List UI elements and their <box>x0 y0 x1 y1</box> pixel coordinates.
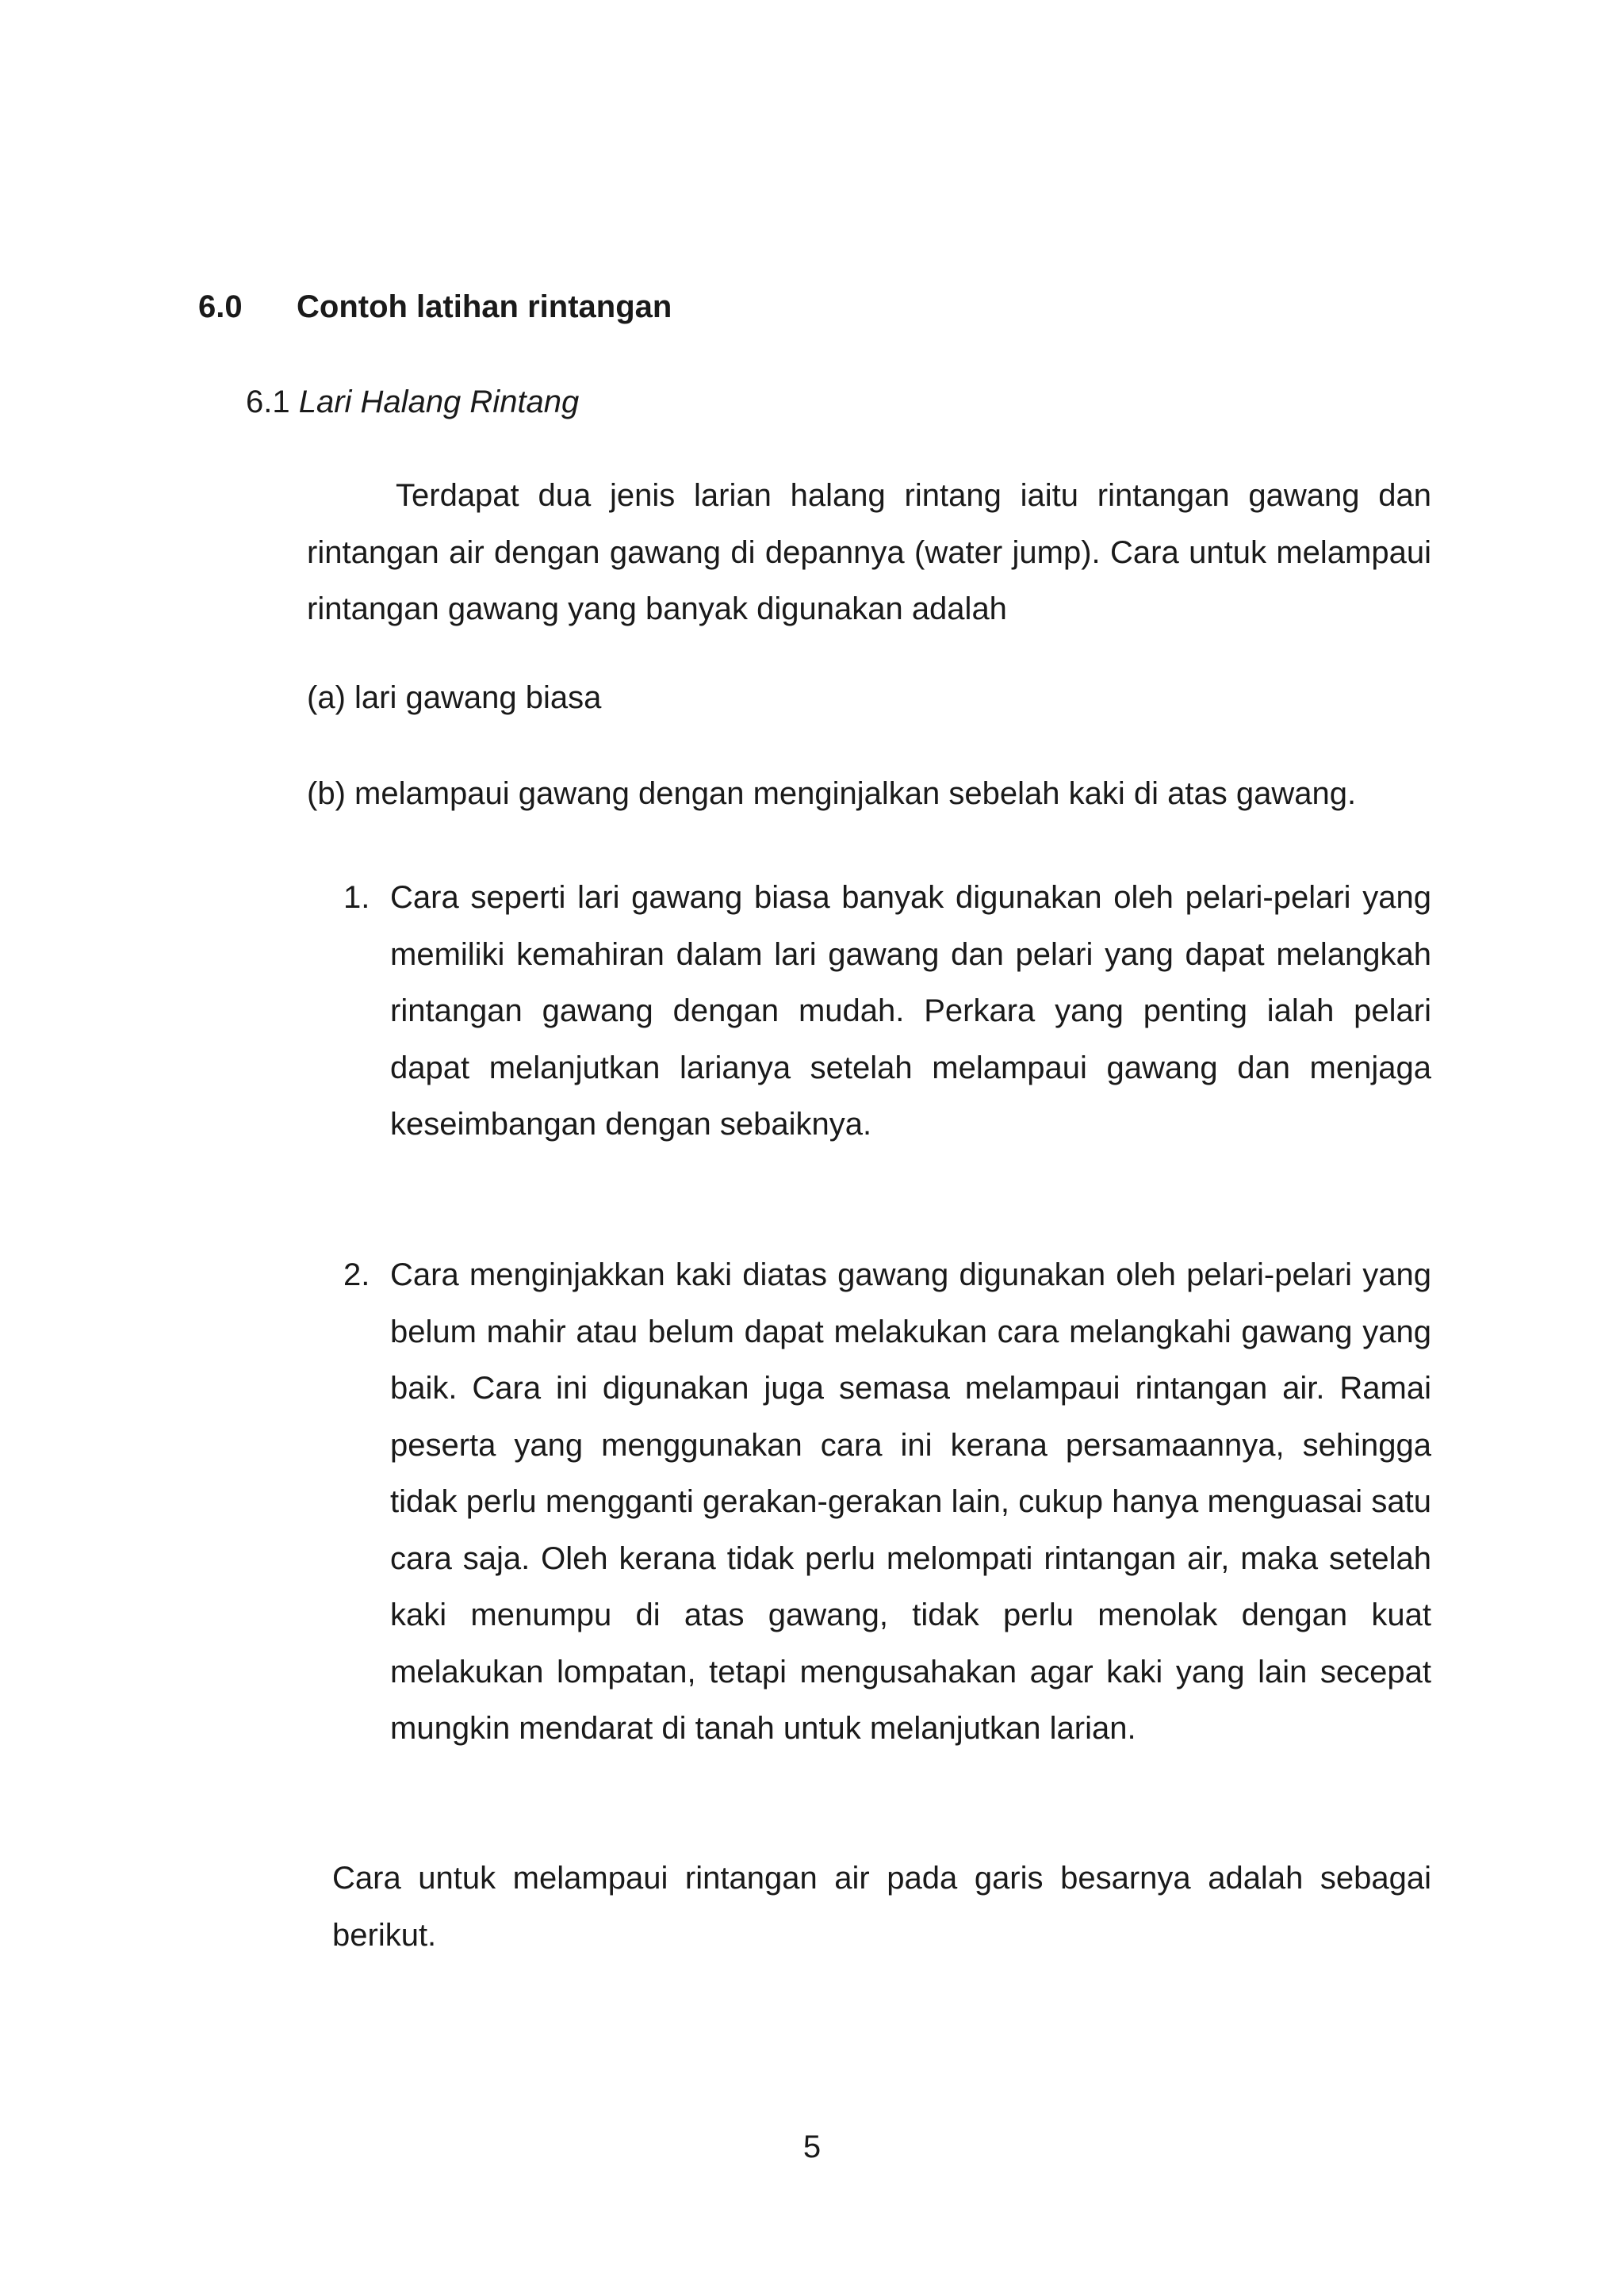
section-number: 6.0 <box>198 289 243 324</box>
numbered-item-1 <box>343 870 1431 1154</box>
lettered-item-a <box>307 678 601 718</box>
numbered-item-text: Cara menginjakkan kaki diatas gawang digunakan oleh pelari-pelari yang belum mahir atau belum dapat melakukan cara melangkahi gawang yang baik. Cara ini digunakan juga semasa melampaui rintangan air. Ramai peserta yang menggunakan cara ini kerana persamaannya, sehingga tidak perlu mengganti gerakan-gerakan lain, cukup hanya menguasai satu cara saja. Oleh kerana tidak perlu melompati rintangan air, maka setelah kaki menumpu di atas gawang, tidak perlu menolak dengan kuat melakukan lompatan, tetapi mengusahakan agar kaki yang lain secepat mungkin mendarat di tanah untuk melanjutkan larian. <box>390 1257 1431 1746</box>
lettered-item-marker: (b) <box>307 776 346 811</box>
page-number: 5 <box>802 2130 822 2164</box>
numbered-item-marker: 2. <box>343 1257 370 1292</box>
closing-paragraph: Cara untuk melampaui rintangan air pada garis besarnya adalah sebagai berikut. <box>332 1861 1431 1953</box>
lettered-item-marker: (a) <box>307 680 346 715</box>
subsection-number: 6.1 <box>246 385 290 419</box>
section-heading <box>198 287 672 327</box>
lettered-item-text: lari gawang biasa <box>354 680 602 715</box>
numbered-item-text: Cara seperti lari gawang biasa banyak digunakan oleh pelari-pelari yang memiliki kemahiran dalam lari gawang dan pelari yang dapat melangkah rintangan gawang dengan mudah. Perkara yang penting ialah pelari dapat melanjutkan larianya setelah melampaui gawang dan menjaga keseimbangan dengan sebaiknya. <box>390 880 1431 1142</box>
subsection-title: Lari Halang Rintang <box>298 385 580 419</box>
section-title: Contoh latihan rintangan <box>297 289 672 324</box>
subsection-heading <box>246 382 579 422</box>
numbered-item-2 <box>343 1247 1431 1758</box>
intro-paragraph: Terdapat dua jenis larian halang rintang iaitu rintangan gawang dan rintangan air dengan gawang di depannya (water jump). Cara untuk melampaui rintangan gawang yang banyak digunakan adalah <box>307 478 1431 626</box>
lettered-item-text: melampaui gawang dengan menginjalkan sebelah kaki di atas gawang. <box>354 776 1357 811</box>
lettered-item-b <box>307 774 1356 813</box>
numbered-item-marker: 1. <box>343 880 370 915</box>
